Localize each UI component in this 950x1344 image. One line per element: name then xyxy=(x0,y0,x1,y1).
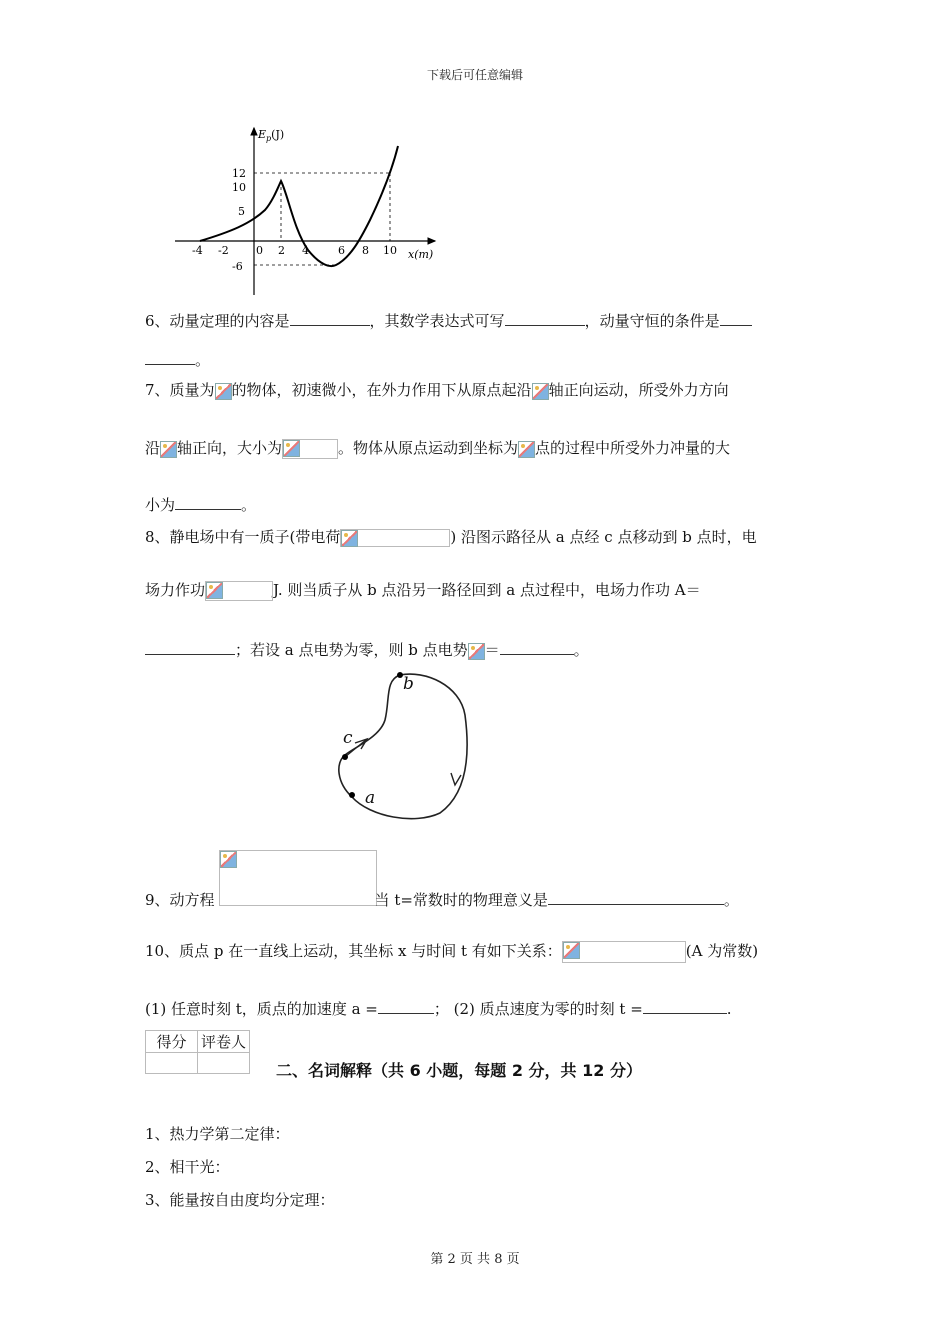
answer-blank[interactable] xyxy=(505,311,585,326)
score-cell[interactable] xyxy=(146,1053,198,1074)
point-c-label: c xyxy=(343,728,353,748)
y-axis-label: $E_p(J)$ xyxy=(258,128,285,143)
question-7-line-3: 小为 。 xyxy=(145,496,257,514)
answer-blank[interactable] xyxy=(145,640,235,655)
term-2: 2、相干光： xyxy=(145,1158,230,1176)
question-7-line-2: 沿 轴正向，大小为 。物体从原点运动到坐标为 点的过程中所受外力冲量的大 xyxy=(145,439,731,457)
formula-image-box xyxy=(205,581,273,601)
formula-image-icon xyxy=(563,942,580,959)
x-tick: 10 xyxy=(383,244,397,257)
x-tick: -2 xyxy=(218,244,229,257)
answer-blank[interactable] xyxy=(290,311,370,326)
answer-blank[interactable] xyxy=(720,311,752,326)
formula-image-icon xyxy=(532,383,549,400)
question-8-line-1: 8、静电场中有一质子(带电荷 ) 沿图示路径从 a 点经 c 点移动到 b 点时，电 xyxy=(145,528,757,546)
question-10-line-2: (1) 任意时刻 t，质点的加速度 a = ； (2) 质点速度为零的时刻 t = . xyxy=(145,1000,732,1018)
question-9: 9、动方程 当 t=常数时的物理意义是 。 xyxy=(145,891,739,909)
x-axis-label: x(m) xyxy=(408,248,434,261)
formula-image-icon xyxy=(215,383,232,400)
x-tick: 4 xyxy=(302,244,309,257)
question-10-line-1: 10、质点 p 在一直线上运动，其坐标 x 与时间 t 有如下关系： (A 为常数) xyxy=(145,941,758,963)
formula-image-icon xyxy=(468,643,485,660)
question-7-line-1: 7、质量为 的物体，初速微小，在外力作用下从原点起沿 轴正向运动，所受外力方向 xyxy=(145,381,729,399)
question-8-line-3: ；若设 a 点电势为零，则 b 点电势 ＝ 。 xyxy=(145,640,589,660)
answer-blank[interactable] xyxy=(548,890,724,905)
formula-image-box xyxy=(562,941,686,963)
score-table xyxy=(145,1030,250,1074)
x-tick: 8 xyxy=(362,244,369,257)
x-tick: 0 xyxy=(256,244,263,257)
y-tick-minus-6: -6 xyxy=(232,260,243,273)
question-8-line-2: 场力作功 J. 则当质子从 b 点沿另一路径回到 a 点过程中，电场力作功 A＝ xyxy=(145,581,701,599)
formula-image-box xyxy=(282,439,338,459)
page-footer: 第 2 页 共 8 页 xyxy=(430,1252,520,1267)
x-tick: 6 xyxy=(338,244,345,257)
point-b-label: b xyxy=(403,674,414,694)
potential-energy-graph xyxy=(170,120,440,300)
x-tick: -4 xyxy=(192,244,203,257)
page-header: 下载后可任意编辑 xyxy=(426,68,523,82)
score-header: 得分 xyxy=(146,1031,198,1053)
answer-blank[interactable] xyxy=(500,640,574,655)
question-6: 6、动量定理的内容是 ，其数学表达式可写 ，动量守恒的条件是 xyxy=(145,311,752,331)
grader-header: 评卷人 xyxy=(198,1031,250,1053)
section-title: 二、名词解释（共 6 小题，每题 2 分，共 12 分） xyxy=(276,1061,642,1080)
formula-image-icon xyxy=(341,530,358,547)
answer-blank[interactable] xyxy=(175,495,241,510)
question-6-cont: 。 xyxy=(145,350,210,370)
x-tick: 2 xyxy=(278,244,285,257)
point-a-label: a xyxy=(365,788,376,808)
term-3: 3、能量按自由度均分定理： xyxy=(145,1191,335,1209)
formula-image-icon xyxy=(220,851,237,868)
y-tick-5: 5 xyxy=(238,205,245,218)
y-tick-12: 12 xyxy=(232,167,246,180)
answer-blank[interactable] xyxy=(145,350,195,365)
formula-image-box xyxy=(340,529,450,547)
path-figure xyxy=(325,665,485,825)
term-1: 1、热力学第二定律： xyxy=(145,1125,290,1143)
grader-cell[interactable] xyxy=(198,1053,250,1074)
formula-image-icon xyxy=(283,440,300,457)
answer-blank[interactable] xyxy=(643,999,727,1014)
formula-image-icon xyxy=(206,582,223,599)
answer-blank[interactable] xyxy=(378,999,434,1014)
y-tick-10: 10 xyxy=(232,181,246,194)
formula-image-icon xyxy=(160,441,177,458)
formula-image-icon xyxy=(518,441,535,458)
